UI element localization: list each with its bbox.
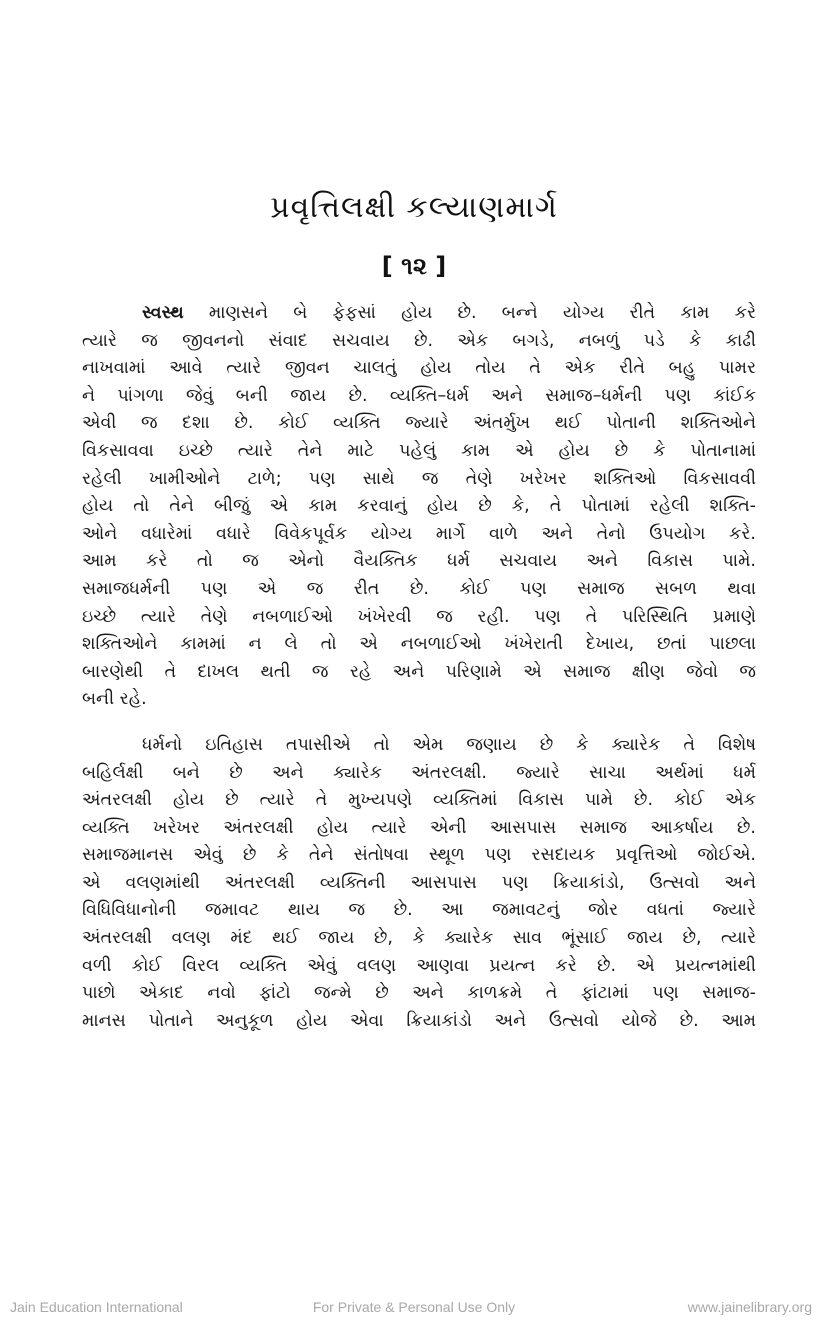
- text-line: સ્વસ્થ માણસને બે ફેફસાં હોય છે. બન્ને યોગ્ય રીતે કામ કરે: [142, 303, 756, 323]
- text-line: વળી કોઈ વિરલ વ્યક્તિ એવું વલણ આણવા પ્રયત્ન કરે છે. એ પ્રયત્નમાંથી: [82, 955, 756, 976]
- text-line: ઇચ્છે ત્યારે તેણે નબળાઈઓ ખંખેરવી જ રહી. પણ તે પરિસ્થિતિ પ્રમાણે: [82, 606, 756, 627]
- text-line: વિધિવિધાનોની જમાવટ થાય જ છે. આ જમાવટનું જોર વધતાં જ્યારે: [82, 900, 756, 921]
- text-line: સમાજમાનસ એવું છે કે તેને સંતોષવા સ્થૂળ પણ રસદાયક પ્રવૃત્તિઓ જોઈએ.: [82, 845, 756, 866]
- text-line: બારણેથી તે દાખલ થતી જ રહે અને પરિણામે એ સમાજ ક્ષીણ જેવો જ: [82, 661, 756, 682]
- text-line: બની રહે.: [82, 689, 147, 710]
- chapter-title: પ્રવૃત્તિલક્ષી કલ્યાણમાર્ગ: [270, 190, 558, 225]
- text-line: માનસ પોતાને અનુકૂળ હોય એવા ક્રિયાકાંડો અને ઉત્સવો યોજે છે. આમ: [82, 1010, 756, 1031]
- text-line: અંતરલક્ષી હોય છે ત્યારે તે મુખ્યપણે વ્યક્તિમાં વિકાસ પામે છે. કોઈ એક: [82, 790, 756, 811]
- text-line: ઓને વધારેમાં વધારે વિવેકપૂર્વક યોગ્ય માર્ગે વાળે અને તેનો ઉપયોગ કરે.: [82, 523, 756, 544]
- lead-word: સ્વસ્થ: [142, 303, 184, 323]
- text-line: ત્યારે જ જીવનનો સંવાદ સચવાય છે. એક બગડે, નબળું પડે કે કાઢી: [82, 330, 756, 351]
- text-line: વિકસાવવા ઇચ્છે ત્યારે તેને માટે પહેલું કામ એ હોય છે કે પોતાનામાં: [82, 440, 756, 461]
- footer-website-link[interactable]: www.jainelibrary.org: [687, 1299, 812, 1315]
- footer-usage-notice: For Private & Personal Use Only: [312, 1299, 516, 1315]
- text-line: હોય તો તેને બીજું એ કામ કરવાનું હોય છે કે, તે પોતામાં રહેલી શક્તિ-: [82, 496, 756, 517]
- text-line: રહેલી ખામીઓને ટાળે; પણ સાથે જ તેણે ખરેખર શક્તિઓ વિકસાવવી: [82, 468, 756, 489]
- text-line: શક્તિઓને કામમાં ન લે તો એ નબળાઈઓ ખંખેરાતી દેખાય, છતાં પાછલા: [82, 634, 756, 655]
- footer-publisher: Jain Education International: [10, 1299, 183, 1315]
- section-number: [ ૧૨ ]: [381, 252, 447, 280]
- text-line: આમ કરે તો જ એનો વૈયક્તિક ધર્મ સચવાય અને વિકાસ પામે.: [82, 551, 756, 572]
- text-line: બહિર્લક્ષી બને છે અને ક્યારેક અંતરલક્ષી. જ્યારે સાચા અર્થમાં ધર્મ: [82, 762, 756, 783]
- text-line: ધર્મનો ઇતિહાસ તપાસીએ તો એમ જણાય છે કે ક્યારેક તે વિશેષ: [142, 734, 756, 755]
- text-line: એવી જ દશા છે. કોઈ વ્યક્તિ જ્યારે અંતર્મુખ થઈ પોતાની શક્તિઓને: [82, 413, 756, 434]
- footer-watermark: [0, 1297, 828, 1317]
- paragraph-2: [82, 732, 756, 1036]
- text-line: એ વલણમાંથી અંતરલક્ષી વ્યક્તિની આસપાસ પણ ક્રિયાકાંડો, ઉત્સવો અને: [82, 872, 756, 893]
- text-line: સમાજધર્મની પણ એ જ રીત છે. કોઈ પણ સમાજ સબળ થવા: [82, 578, 756, 599]
- text-line: પાછો એકાદ નવો ફાંટો જન્મે છે અને કાળક્રમે તે ફાંટામાં પણ સમાજ-: [82, 983, 756, 1004]
- paragraph-spacer: [82, 714, 756, 732]
- text-line: નાખવામાં આવે ત્યારે જીવન ચાલતું હોય તોય તે એક રીતે બહુ પામર: [82, 358, 756, 379]
- text-line: અંતરલક્ષી વલણ મંદ થઈ જાય છે, કે ક્યારેક સાવ ભૂંસાઈ જાય છે, ત્યારે: [82, 928, 756, 949]
- paragraph-1: [82, 300, 756, 714]
- body-text: [82, 300, 756, 1035]
- text-line: ને પાંગળા જેવું બની જાય છે. વ્યક્તિ–ધર્મ અને સમાજ–ધર્મની પણ કાંઈક: [82, 385, 756, 406]
- text-line: વ્યક્તિ ખરેખર અંતરલક્ષી હોય ત્યારે એની આસપાસ સમાજ આકર્ષાય છે.: [82, 817, 756, 838]
